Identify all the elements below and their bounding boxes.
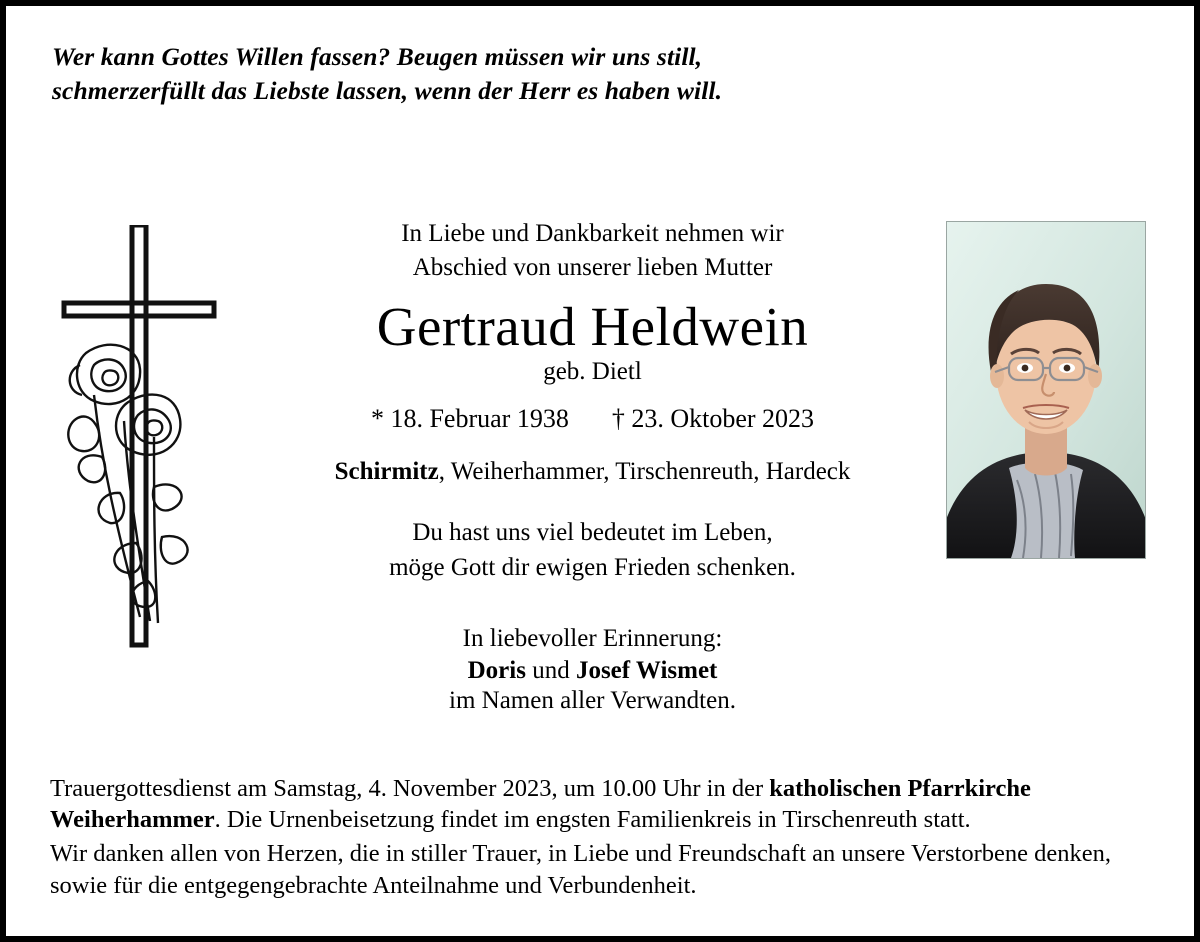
places-line (250, 458, 935, 486)
life-dates (250, 404, 935, 434)
service-church-bold-2: Pfarrkirche Weiherhammer (50, 774, 1031, 834)
service-paragraph (50, 773, 1154, 837)
verse-line-1: Wer kann Gottes Willen fassen? Beugen müssen wir uns still, (52, 42, 703, 71)
stanza-line-2: möge Gott dir ewigen Frieden schenken. (389, 553, 796, 581)
announcement-text (250, 217, 935, 715)
thanks-paragraph (50, 838, 1154, 902)
behalf-line: im Namen aller Verwandten. (449, 687, 736, 715)
intro-line-2: Abschied von unserer lieben Mutter (412, 253, 773, 281)
service-text-3: Tirschenreuth statt. (782, 806, 971, 834)
service-church-bold-1: katholischen (769, 774, 902, 802)
place-primary: Schirmitz (334, 458, 439, 486)
notice-body (50, 117, 1150, 715)
notice-inner (6, 6, 1194, 936)
portrait-photo (946, 221, 1146, 559)
maiden-name: geb. Dietl (543, 358, 642, 386)
memorial-verse (52, 40, 1150, 107)
survivor-conjunction: und (525, 657, 576, 685)
place-others: , Weiherhammer, Tirschenreuth, Hardeck (438, 458, 851, 486)
survivors-line (250, 657, 935, 685)
service-text-2: . Die Urnenbeisetzung findet im engsten Familienkreis in (214, 806, 777, 834)
farewell-stanza (250, 516, 935, 585)
survivor-first: Doris (467, 657, 526, 685)
intro-text (250, 217, 935, 284)
thanks-line-1: Wir danken allen von Herzen, die in stiller Trauer, in Liebe und Freundschaft an unsere (50, 840, 906, 868)
verse-line-2: schmerzerfüllt das Liebste lassen, wenn der Herr es haben will. (52, 75, 723, 105)
service-details (50, 773, 1154, 902)
death-date: † 23. Oktober 2023 (611, 404, 815, 434)
memory-heading: In liebevoller Erinnerung: (462, 625, 723, 653)
deceased-name: Gertraud Heldwein (376, 296, 809, 358)
intro-line-1: In Liebe und Dankbarkeit nehmen wir (401, 220, 784, 248)
birth-date: * 18. Februar 1938 (370, 404, 569, 434)
survivor-second: Josef Wismet (575, 657, 718, 685)
service-text-1: Trauergottesdienst am Samstag, 4. November 2023, um 10.00 Uhr in der (50, 774, 770, 802)
thanks-line-2: Verstorbene denken, sowie für die entgegengebrachte Anteilnahme und Verbundenheit. (50, 840, 1111, 900)
stanza-line-1: Du hast uns viel bedeutet im Leben, (412, 519, 773, 547)
cross-with-roses-icon (58, 225, 258, 655)
